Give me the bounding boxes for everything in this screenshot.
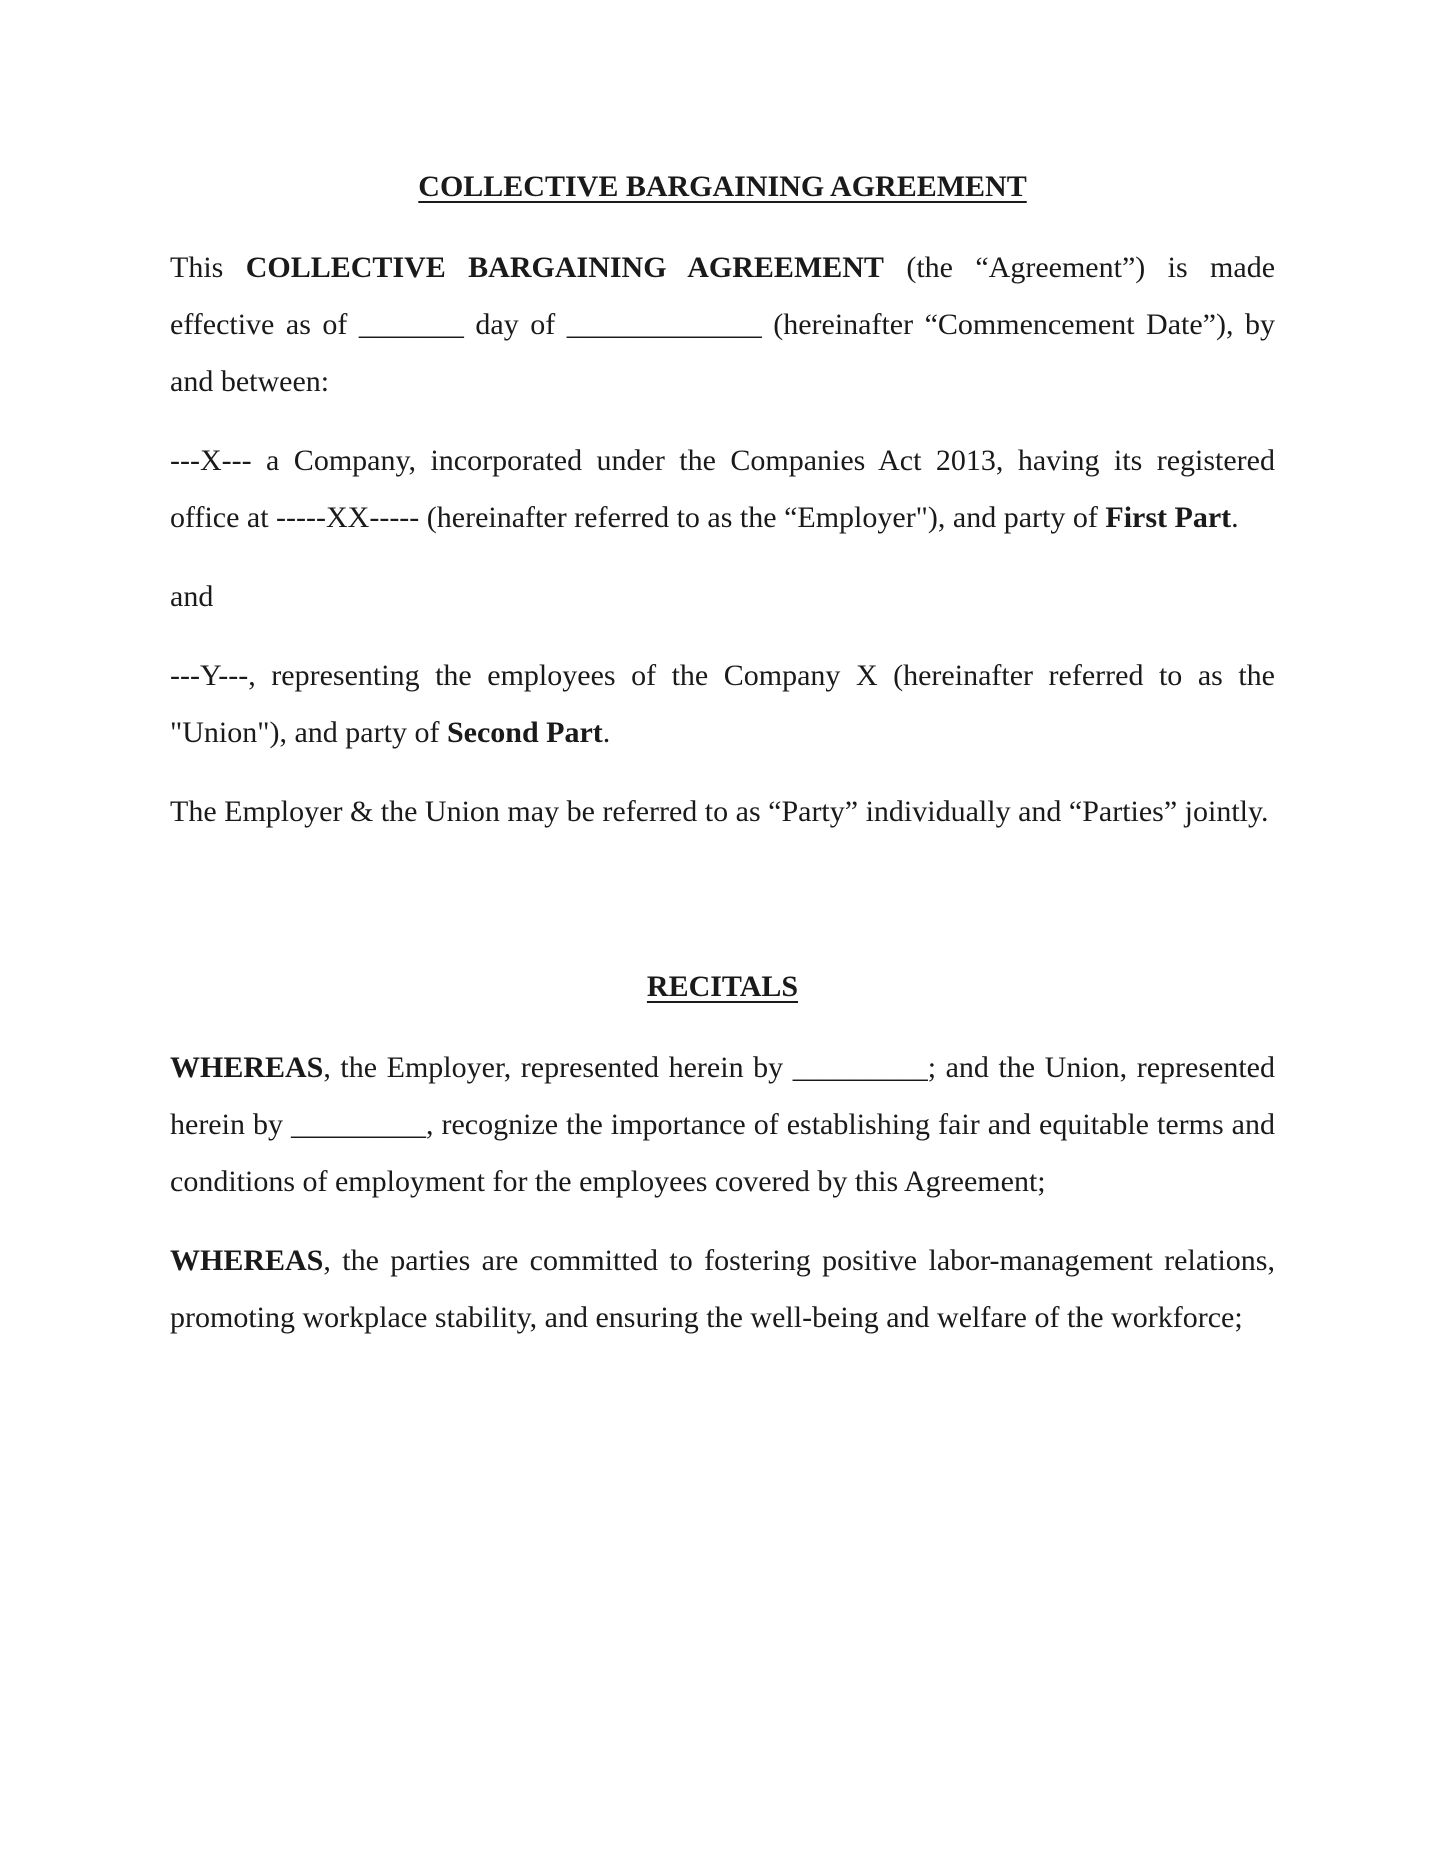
second-party-paragraph [170, 647, 1275, 761]
whereas-lead-1: WHEREAS [170, 1051, 324, 1084]
first-party-paragraph [170, 432, 1275, 546]
recitals-heading: RECITALS [646, 970, 799, 1003]
second-part-label: Second Part [446, 716, 603, 749]
whereas-paragraph-1 [170, 1039, 1275, 1210]
parties-definition-paragraph: The Employer & the Union may be referred to as “Party” individually and “Parties” jointly. [170, 795, 1269, 828]
preamble-paragraph [170, 239, 1275, 410]
first-party-text: ---X--- a Company, incorporated under the Companies Act 2013, having its registered office at -----XX----- (hereinafter referred to as the “Employer"), and party of [170, 444, 1275, 534]
whereas-paragraph-2 [170, 1232, 1275, 1346]
document-page [170, 158, 1275, 1346]
first-party-period: . [1231, 501, 1239, 534]
and-connector: and [170, 580, 214, 613]
second-party-text: ---Y---, representing the employees of the Company X (hereinafter referred to as the "Union"), and party of [170, 659, 1275, 749]
second-party-period: . [602, 716, 611, 749]
preamble-agreement-name: COLLECTIVE BARGAINING AGREEMENT [245, 251, 884, 284]
first-part-label: First Part [1105, 501, 1232, 534]
whereas-lead-2: WHEREAS [170, 1244, 324, 1277]
document-title: COLLECTIVE BARGAINING AGREEMENT [418, 170, 1027, 203]
whereas-text-2: , the parties are committed to fostering positive labor-management relations, promoting workplace stability, and ensuring the well-being and welfare of the workforce; [170, 1244, 1275, 1334]
preamble-text-end: (the “Agreement”) is made effective as of _______ day of _____________ (hereinafter “Commencement Date”), by and between: [170, 251, 1276, 398]
preamble-text-start: This [170, 251, 246, 284]
whereas-text-1: , the Employer, represented herein by _________; and the Union, represented herein by _________, recognize the importance of establishing fair and equitable terms and conditions of employment for the employees covered by this Agreement; [170, 1051, 1275, 1198]
